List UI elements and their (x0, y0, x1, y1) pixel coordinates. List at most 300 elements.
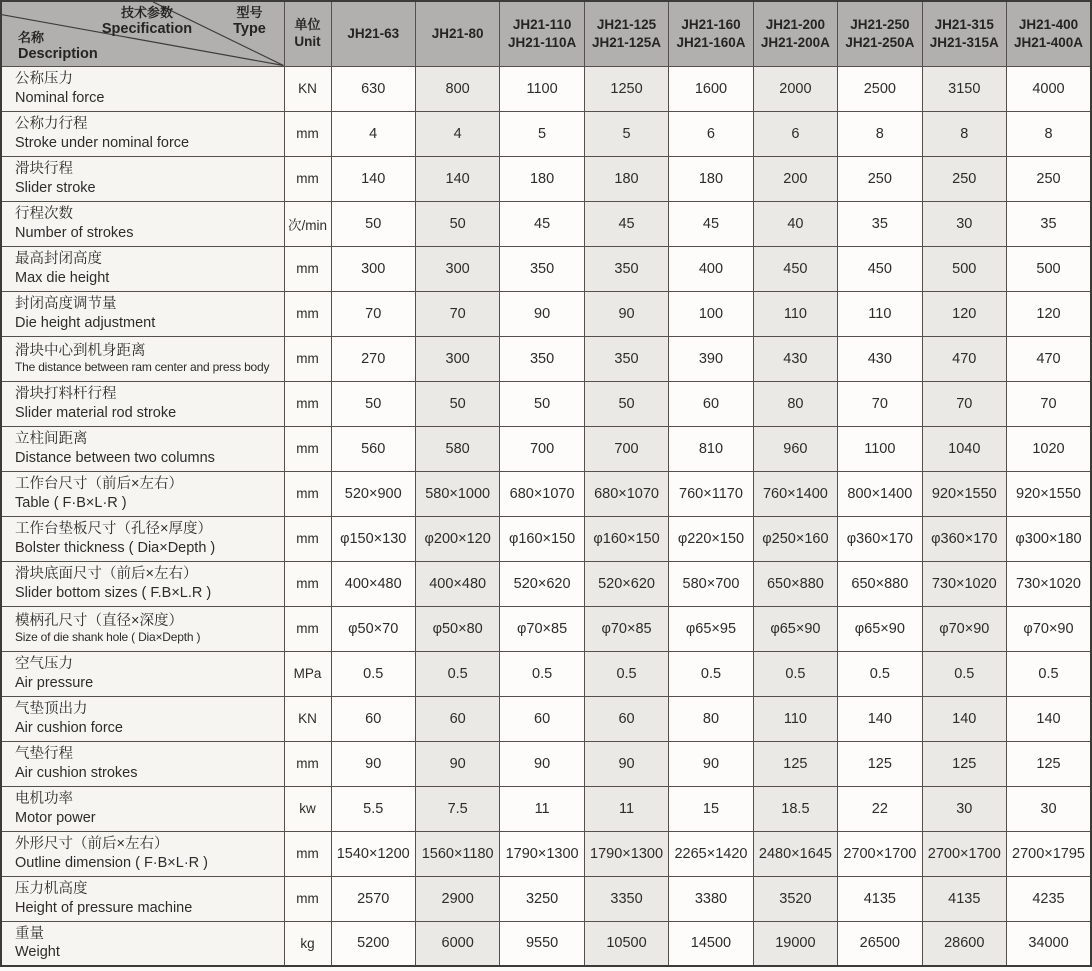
row-label-zh: 公称压力 (15, 71, 73, 88)
spec-value-cell: 110 (838, 291, 922, 336)
model-name: JH21-110 (512, 16, 572, 32)
spec-value-cell: 80 (753, 381, 837, 426)
unit-cell: mm (284, 156, 331, 201)
row-label-en: Motor power (15, 809, 96, 826)
description-zh: 名称 (18, 29, 45, 45)
spec-value-cell: 4 (331, 111, 415, 156)
spec-value-cell: 580×1000 (415, 471, 499, 516)
spec-value-cell: 680×1070 (500, 471, 584, 516)
spec-value-cell: 8 (922, 111, 1006, 156)
spec-value-cell: 125 (838, 741, 922, 786)
spec-value-cell: φ200×120 (415, 516, 499, 561)
spec-value-cell: 90 (584, 741, 668, 786)
spec-value-cell: 80 (669, 696, 753, 741)
spec-value-cell: 650×880 (838, 561, 922, 606)
row-label-zh: 滑块底面尺寸（前后×左右） (15, 566, 198, 583)
spec-value-cell: 70 (922, 381, 1006, 426)
spec-value-cell: 450 (753, 246, 837, 291)
unit-cell: mm (284, 876, 331, 921)
spec-value-cell: 15 (669, 786, 753, 831)
unit-cell: mm (284, 831, 331, 876)
spec-value-cell: 430 (753, 336, 837, 381)
row-label (1, 201, 284, 246)
table-row (1, 606, 1091, 651)
model-name: JH21-80 (431, 25, 484, 41)
spec-value-cell: 580×700 (669, 561, 753, 606)
spec-value-cell: 3520 (753, 876, 837, 921)
spec-value-cell: 800 (415, 66, 499, 111)
row-label (1, 246, 284, 291)
model-name: JH21-63 (347, 25, 400, 41)
spec-value-cell: 650×880 (753, 561, 837, 606)
spec-value-cell: 35 (838, 201, 922, 246)
row-label-zh: 滑块中心到机身距离 (15, 342, 146, 359)
spec-value-cell: φ150×130 (331, 516, 415, 561)
row-label-zh: 气垫行程 (15, 746, 73, 763)
row-label-en: Height of pressure machine (15, 899, 193, 916)
row-label-en: Slider stroke (15, 179, 96, 196)
spec-value-cell: 4135 (838, 876, 922, 921)
spec-value-cell: 90 (500, 291, 584, 336)
spec-table-body (1, 66, 1091, 966)
row-label-en: Bolster thickness ( Dia×Depth ) (15, 539, 216, 556)
row-label-zh: 封闭高度调节量 (15, 296, 117, 313)
spec-value-cell: 5 (500, 111, 584, 156)
spec-value-cell: 1040 (922, 426, 1006, 471)
spec-value-cell: 45 (669, 201, 753, 246)
spec-value-cell: 60 (584, 696, 668, 741)
row-label-zh: 工作台尺寸（前后×左右） (15, 476, 183, 493)
spec-value-cell: 1100 (838, 426, 922, 471)
spec-value-cell: 630 (331, 66, 415, 111)
model-header (500, 1, 584, 66)
spec-value-cell: 300 (415, 336, 499, 381)
row-label-zh: 空气压力 (15, 656, 73, 673)
table-row (1, 66, 1091, 111)
row-label-zh: 气垫顶出力 (15, 701, 88, 718)
spec-value-cell: 700 (500, 426, 584, 471)
table-row (1, 831, 1091, 876)
unit-cell: KN (284, 66, 331, 111)
row-label-zh: 重量 (15, 926, 44, 943)
header-row (1, 1, 1091, 66)
spec-value-cell: φ70×85 (500, 606, 584, 651)
spec-value-cell: 6 (753, 111, 837, 156)
row-label-en: Max die height (15, 269, 110, 286)
type-zh: 型号 (236, 5, 263, 20)
spec-value-cell: 730×1020 (1007, 561, 1092, 606)
model-name: JH21-160 (681, 16, 741, 32)
spec-value-cell: 125 (922, 741, 1006, 786)
table-row (1, 291, 1091, 336)
spec-value-cell: 1600 (669, 66, 753, 111)
spec-value-cell: 45 (584, 201, 668, 246)
unit-cell: KN (284, 696, 331, 741)
row-label (1, 66, 284, 111)
specification-zh: 技术参数 (120, 5, 173, 20)
spec-value-cell: φ70×90 (1007, 606, 1092, 651)
table-row (1, 201, 1091, 246)
spec-value-cell: 7.5 (415, 786, 499, 831)
spec-value-cell: 140 (838, 696, 922, 741)
row-label-zh: 公称力行程 (15, 116, 88, 133)
spec-value-cell: 19000 (753, 921, 837, 966)
row-label (1, 561, 284, 606)
spec-value-cell: 400×480 (331, 561, 415, 606)
spec-value-cell: 390 (669, 336, 753, 381)
table-row (1, 921, 1091, 966)
spec-value-cell: 0.5 (500, 651, 584, 696)
spec-value-cell: φ160×150 (584, 516, 668, 561)
spec-value-cell: φ65×90 (838, 606, 922, 651)
spec-value-cell: 2480×1645 (753, 831, 837, 876)
unit-cell: mm (284, 606, 331, 651)
spec-value-cell: φ360×170 (838, 516, 922, 561)
corner-description-label (18, 31, 98, 63)
unit-cell: kg (284, 921, 331, 966)
spec-value-cell: 10500 (584, 921, 668, 966)
spec-value-cell: 125 (1007, 741, 1092, 786)
spec-value-cell: 200 (753, 156, 837, 201)
spec-value-cell: 920×1550 (1007, 471, 1092, 516)
row-label (1, 291, 284, 336)
unit-cell: 次/min (284, 201, 331, 246)
spec-value-cell: 0.5 (838, 651, 922, 696)
row-label-en: Number of strokes (15, 224, 134, 241)
spec-value-cell: 140 (331, 156, 415, 201)
spec-value-cell: 700 (584, 426, 668, 471)
row-label-en: Distance between two columns (15, 449, 215, 466)
header-corner-cell (1, 1, 284, 66)
row-label (1, 156, 284, 201)
spec-value-cell: 2700×1795 (1007, 831, 1092, 876)
spec-value-cell: 0.5 (753, 651, 837, 696)
spec-value-cell: 300 (331, 246, 415, 291)
model-header (753, 1, 837, 66)
spec-value-cell: 810 (669, 426, 753, 471)
row-label-zh: 工作台垫板尺寸（孔径×厚度） (15, 521, 212, 538)
spec-value-cell: 28600 (922, 921, 1006, 966)
spec-value-cell: 2570 (331, 876, 415, 921)
model-name-variant: JH21-110A (507, 34, 577, 50)
spec-value-cell: 4235 (1007, 876, 1092, 921)
spec-value-cell: φ250×160 (753, 516, 837, 561)
spec-value-cell: 350 (584, 246, 668, 291)
row-label (1, 831, 284, 876)
table-row (1, 651, 1091, 696)
row-label-en: Air cushion force (15, 719, 123, 736)
spec-value-cell: 1790×1300 (584, 831, 668, 876)
spec-value-cell: 430 (838, 336, 922, 381)
spec-value-cell: 50 (331, 381, 415, 426)
row-label-en: Nominal force (15, 89, 105, 106)
spec-value-cell: 0.5 (415, 651, 499, 696)
row-label (1, 381, 284, 426)
spec-value-cell: 350 (500, 246, 584, 291)
spec-value-cell: 60 (669, 381, 753, 426)
spec-value-cell: 9550 (500, 921, 584, 966)
spec-value-cell: 11 (584, 786, 668, 831)
spec-value-cell: 6000 (415, 921, 499, 966)
spec-value-cell: 5200 (331, 921, 415, 966)
spec-value-cell: φ50×80 (415, 606, 499, 651)
spec-value-cell: 1540×1200 (331, 831, 415, 876)
row-label-en: Weight (15, 944, 60, 961)
table-row (1, 741, 1091, 786)
spec-value-cell: 90 (331, 741, 415, 786)
spec-value-cell: 125 (753, 741, 837, 786)
spec-value-cell: φ50×70 (331, 606, 415, 651)
spec-value-cell: 520×620 (500, 561, 584, 606)
unit-cell: mm (284, 336, 331, 381)
model-name: JH21-400 (1018, 16, 1079, 32)
table-row (1, 111, 1091, 156)
table-row (1, 696, 1091, 741)
row-label (1, 606, 284, 651)
model-header (669, 1, 753, 66)
table-row (1, 786, 1091, 831)
spec-value-cell: 90 (415, 741, 499, 786)
model-header (838, 1, 922, 66)
spec-value-cell: 1100 (500, 66, 584, 111)
spec-value-cell: 50 (584, 381, 668, 426)
spec-value-cell: 0.5 (922, 651, 1006, 696)
spec-value-cell: 140 (922, 696, 1006, 741)
unit-cell: mm (284, 111, 331, 156)
spec-value-cell: 680×1070 (584, 471, 668, 516)
model-header (331, 1, 415, 66)
spec-value-cell: φ65×95 (669, 606, 753, 651)
row-label-zh: 立柱间距离 (15, 431, 88, 448)
row-label-zh: 滑块打料杆行程 (15, 386, 117, 403)
row-label-en: The distance between ram center and press body (15, 360, 270, 375)
spec-value-cell: 1790×1300 (500, 831, 584, 876)
model-header (584, 1, 668, 66)
spec-value-cell: 1560×1180 (415, 831, 499, 876)
spec-value-cell: 960 (753, 426, 837, 471)
spec-value-cell: 140 (415, 156, 499, 201)
spec-value-cell: 70 (1007, 381, 1092, 426)
model-header (415, 1, 499, 66)
spec-value-cell: φ220×150 (669, 516, 753, 561)
row-label-en: Outline dimension ( F·B×L·R ) (15, 854, 208, 871)
spec-value-cell: φ300×180 (1007, 516, 1092, 561)
spec-value-cell: 0.5 (584, 651, 668, 696)
model-name-variant: JH21-200A (760, 34, 830, 50)
row-label-zh: 行程次数 (15, 206, 73, 223)
row-label (1, 516, 284, 561)
spec-value-cell: 8 (838, 111, 922, 156)
row-label (1, 426, 284, 471)
spec-value-cell: 180 (500, 156, 584, 201)
model-name-variant: JH21-160A (676, 34, 746, 50)
spec-value-cell: 22 (838, 786, 922, 831)
spec-value-cell: 120 (1007, 291, 1092, 336)
spec-value-cell: 400 (669, 246, 753, 291)
spec-value-cell: 270 (331, 336, 415, 381)
spec-value-cell: 250 (922, 156, 1006, 201)
spec-value-cell: 60 (500, 696, 584, 741)
spec-value-cell: 50 (331, 201, 415, 246)
row-label-zh: 模柄孔尺寸（直径×深度） (15, 612, 183, 629)
row-label-en: Slider bottom sizes ( F.B×L.R ) (15, 584, 212, 601)
spec-value-cell: 1020 (1007, 426, 1092, 471)
row-label (1, 786, 284, 831)
model-name-variant: JH21-125A (592, 34, 662, 50)
spec-value-cell: 3150 (922, 66, 1006, 111)
row-label (1, 336, 284, 381)
row-label (1, 696, 284, 741)
spec-value-cell: 0.5 (1007, 651, 1092, 696)
row-label (1, 741, 284, 786)
spec-value-cell: 5.5 (331, 786, 415, 831)
spec-value-cell: 40 (753, 201, 837, 246)
corner-type-label (220, 6, 280, 38)
row-label-en: Table ( F·B×L·R ) (15, 494, 127, 511)
spec-value-cell: 2900 (415, 876, 499, 921)
spec-value-cell: 5 (584, 111, 668, 156)
spec-value-cell: 34000 (1007, 921, 1092, 966)
unit-header-zh: 单位 (294, 16, 321, 32)
spec-value-cell: φ70×90 (922, 606, 1006, 651)
table-row (1, 156, 1091, 201)
row-label-en: Slider material rod stroke (15, 404, 177, 421)
unit-cell: mm (284, 561, 331, 606)
spec-value-cell: 120 (922, 291, 1006, 336)
spec-value-cell: 70 (331, 291, 415, 336)
spec-value-cell: 14500 (669, 921, 753, 966)
row-label-en: Stroke under nominal force (15, 134, 190, 151)
spec-value-cell: 110 (753, 696, 837, 741)
row-label (1, 111, 284, 156)
unit-header-en: Unit (294, 34, 321, 50)
table-row (1, 471, 1091, 516)
spec-value-cell: 350 (500, 336, 584, 381)
row-label-en: Air cushion strokes (15, 764, 138, 781)
unit-cell: mm (284, 426, 331, 471)
spec-value-cell: 500 (922, 246, 1006, 291)
spec-value-cell: 26500 (838, 921, 922, 966)
row-label-zh: 压力机高度 (15, 881, 88, 898)
spec-value-cell: 180 (584, 156, 668, 201)
spec-value-cell: 50 (500, 381, 584, 426)
spec-value-cell: 580 (415, 426, 499, 471)
spec-value-cell: 350 (584, 336, 668, 381)
row-label-zh: 滑块行程 (15, 161, 73, 178)
row-label-zh: 外形尺寸（前后×左右） (15, 836, 169, 853)
spec-value-cell: 60 (331, 696, 415, 741)
model-name: JH21-250 (850, 16, 910, 32)
spec-value-cell: 2265×1420 (669, 831, 753, 876)
model-header (922, 1, 1006, 66)
spec-value-cell: 520×620 (584, 561, 668, 606)
spec-value-cell: 30 (922, 201, 1006, 246)
spec-value-cell: 180 (669, 156, 753, 201)
spec-value-cell: φ65×90 (753, 606, 837, 651)
spec-value-cell: 110 (753, 291, 837, 336)
row-label-zh: 电机功率 (15, 791, 73, 808)
spec-value-cell: φ70×85 (584, 606, 668, 651)
spec-value-cell: 2500 (838, 66, 922, 111)
spec-value-cell: 470 (1007, 336, 1092, 381)
row-label (1, 471, 284, 516)
spec-value-cell: 45 (500, 201, 584, 246)
model-name-variant: JH21-250A (845, 34, 915, 50)
table-row (1, 516, 1091, 561)
unit-cell: mm (284, 516, 331, 561)
spec-value-cell: 90 (669, 741, 753, 786)
spec-value-cell: 4000 (1007, 66, 1092, 111)
spec-value-cell: 250 (1007, 156, 1092, 201)
unit-cell: mm (284, 291, 331, 336)
spec-value-cell: 90 (584, 291, 668, 336)
spec-value-cell: 2700×1700 (922, 831, 1006, 876)
row-label (1, 921, 284, 966)
spec-value-cell: 730×1020 (922, 561, 1006, 606)
spec-value-cell: 520×900 (331, 471, 415, 516)
spec-value-cell: 70 (838, 381, 922, 426)
row-label (1, 651, 284, 696)
spec-value-cell: 4 (415, 111, 499, 156)
model-name-variant: JH21-400A (1013, 34, 1084, 50)
table-row (1, 246, 1091, 291)
unit-column-header (284, 1, 331, 66)
spec-value-cell: 800×1400 (838, 471, 922, 516)
spec-value-cell: 760×1400 (753, 471, 837, 516)
spec-value-cell: 90 (500, 741, 584, 786)
spec-value-cell: 8 (1007, 111, 1092, 156)
unit-cell: mm (284, 471, 331, 516)
spec-value-cell: 50 (415, 201, 499, 246)
spec-value-cell: 3350 (584, 876, 668, 921)
model-name-variant: JH21-315A (929, 34, 999, 50)
row-label-en: Air pressure (15, 674, 94, 691)
spec-value-cell: 30 (922, 786, 1006, 831)
unit-cell: mm (284, 246, 331, 291)
table-row (1, 426, 1091, 471)
model-name: JH21-200 (765, 16, 826, 32)
spec-value-cell: 250 (838, 156, 922, 201)
model-name: JH21-125 (596, 16, 657, 32)
row-label-zh: 最高封闭高度 (15, 251, 102, 268)
row-label-en: Size of die shank hole ( Dia×Depth ) (15, 630, 201, 645)
table-row (1, 336, 1091, 381)
spec-value-cell: 1250 (584, 66, 668, 111)
spec-value-cell: 0.5 (669, 651, 753, 696)
spec-value-cell: 400×480 (415, 561, 499, 606)
spec-value-cell: 100 (669, 291, 753, 336)
spec-value-cell: 6 (669, 111, 753, 156)
spec-value-cell: 4135 (922, 876, 1006, 921)
spec-value-cell: 760×1170 (669, 471, 753, 516)
spec-value-cell: 140 (1007, 696, 1092, 741)
spec-value-cell: 18.5 (753, 786, 837, 831)
table-row (1, 561, 1091, 606)
row-label-en: Die height adjustment (15, 314, 156, 331)
spec-value-cell: 500 (1007, 246, 1092, 291)
spec-value-cell: 35 (1007, 201, 1092, 246)
unit-cell: mm (284, 741, 331, 786)
unit-cell: mm (284, 381, 331, 426)
spec-value-cell: 300 (415, 246, 499, 291)
spec-value-cell: 3250 (500, 876, 584, 921)
spec-value-cell: 70 (415, 291, 499, 336)
spec-value-cell: 450 (838, 246, 922, 291)
table-row (1, 381, 1091, 426)
spec-value-cell: 0.5 (331, 651, 415, 696)
spec-value-cell: 30 (1007, 786, 1092, 831)
spec-value-cell: 50 (415, 381, 499, 426)
